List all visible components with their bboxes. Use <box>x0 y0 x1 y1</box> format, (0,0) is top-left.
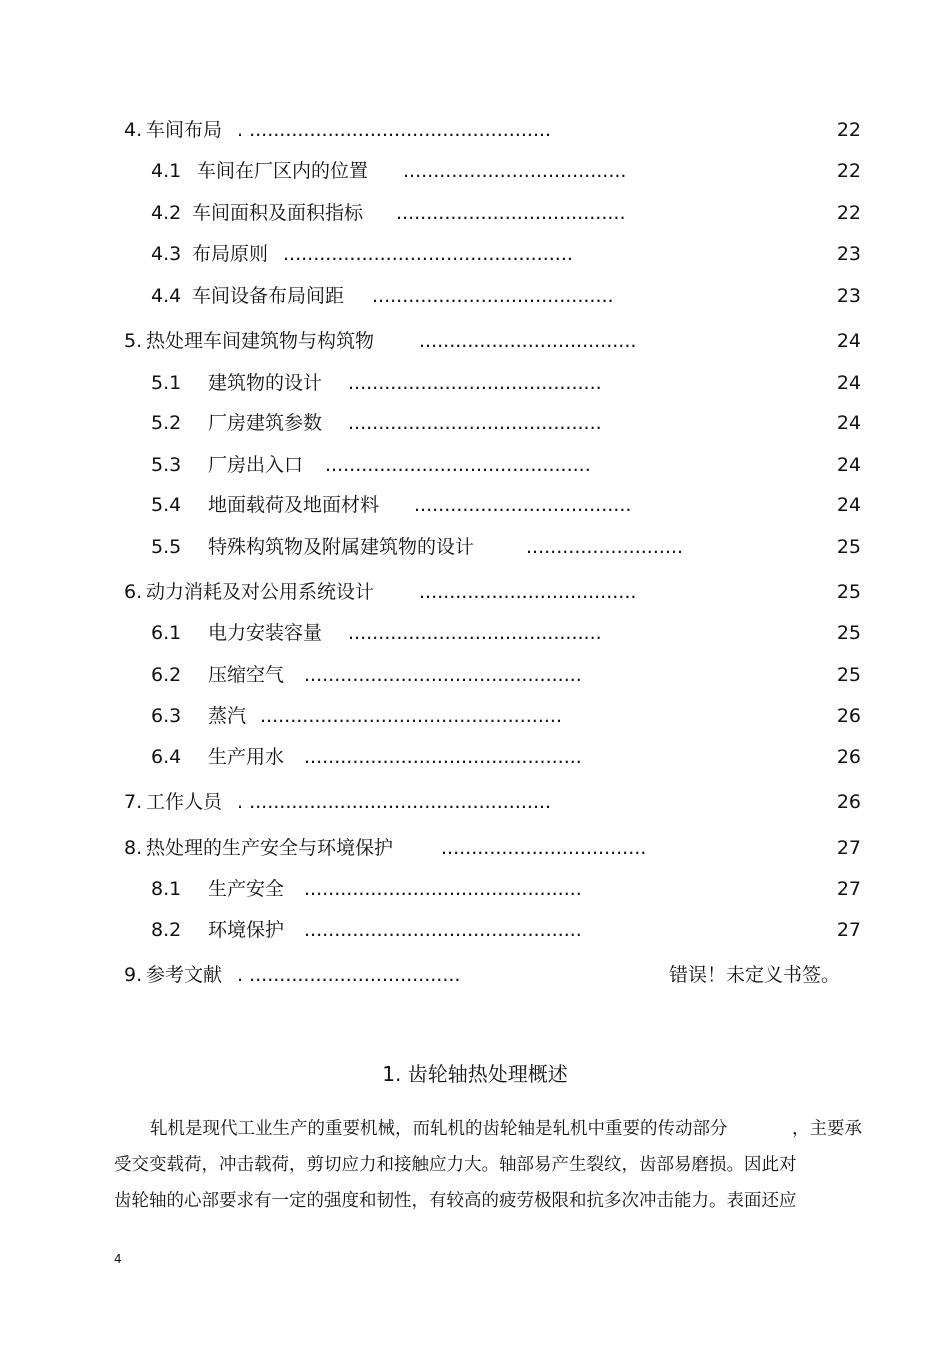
toc-entry-page: 25 <box>836 581 861 603</box>
toc-entry-leader: .................................................. <box>260 705 562 727</box>
toc-entry-number: 6.3 <box>151 705 182 727</box>
toc-entry-page: 22 <box>836 160 861 182</box>
toc-entry-label: 动力消耗及对公用系统设计 <box>146 581 375 603</box>
toc-entry-page: 23 <box>836 285 861 307</box>
toc-entry-page: 23 <box>836 243 861 265</box>
toc-entry-label: 车间面积及面积指标 <box>192 202 364 224</box>
toc-entry-page: 25 <box>836 664 861 686</box>
toc-entry[interactable] <box>0 915 950 945</box>
toc-entry-number: 6.4 <box>151 746 182 768</box>
toc-entry-label: 环境保护 <box>208 919 285 941</box>
toc-entry-page: 24 <box>836 494 861 516</box>
toc-entry-page: 22 <box>836 202 861 224</box>
toc-entry-leader: ............................................ <box>325 454 591 476</box>
paragraph-line: ，主要承 <box>792 1119 862 1139</box>
toc-entry-label: 生产用水 <box>208 746 285 768</box>
toc-entry[interactable] <box>0 281 950 311</box>
toc-entry-page: 25 <box>836 622 861 644</box>
paragraph-line: 轧机是现代工业生产的重要机械，而轧机的齿轮轴是轧机中重要的传动部分 <box>150 1119 728 1139</box>
toc-entry-number: 6.2 <box>151 664 182 686</box>
toc-entry[interactable] <box>0 577 950 607</box>
toc-entry-number: 4.3 <box>151 243 182 265</box>
toc-entry-leader: .................................. <box>441 837 647 859</box>
toc-entry-leader: .................................... <box>419 330 637 352</box>
toc-entry-leader: .............................................. <box>304 664 582 686</box>
toc-entry-page: 27 <box>836 919 861 941</box>
toc-entry-number: 5.2 <box>151 412 182 434</box>
toc-entry[interactable] <box>0 833 950 863</box>
toc-entry-label: 车间布局 <box>146 119 223 141</box>
toc-entry-label: 厂房建筑参数 <box>208 412 323 434</box>
toc-entry-leader: . .................................................. <box>237 791 552 813</box>
toc-entry-page: 24 <box>836 330 861 352</box>
toc-entry-page: 27 <box>836 878 861 900</box>
toc-entry-page: 22 <box>836 119 861 141</box>
toc-entry-label: 地面载荷及地面材料 <box>208 494 380 516</box>
toc-entry-number: 4. <box>124 119 143 141</box>
toc-entry-label: 热处理车间建筑物与构筑物 <box>146 330 375 352</box>
toc-entry[interactable] <box>0 239 950 269</box>
toc-entry-leader: ................................................ <box>283 243 573 265</box>
toc-entry-label: 压缩空气 <box>208 664 285 686</box>
toc-entry-label: 热处理的生产安全与环境保护 <box>146 837 394 859</box>
toc-entry[interactable] <box>0 450 950 480</box>
toc-entry-number: 4.1 <box>151 160 182 182</box>
toc-entry-leader: .......................................... <box>348 622 602 644</box>
toc-entry-leader: .......................................... <box>348 372 602 394</box>
toc-entry-label: 车间在厂区内的位置 <box>197 160 369 182</box>
toc-entry-number: 5.4 <box>151 494 182 516</box>
toc-entry[interactable] <box>0 787 950 817</box>
toc-entry[interactable] <box>0 115 950 145</box>
toc-entry-number: 4.4 <box>151 285 182 307</box>
toc-entry[interactable] <box>0 960 950 990</box>
toc-entry-page: 错误！未定义书签。 <box>668 964 840 986</box>
toc-entry[interactable] <box>0 490 950 520</box>
toc-entry-leader: .............................................. <box>304 746 582 768</box>
toc-entry-label: 厂房出入口 <box>208 454 304 476</box>
toc-entry-page: 26 <box>836 746 861 768</box>
toc-entry-page: 24 <box>836 412 861 434</box>
toc-entry[interactable] <box>0 368 950 398</box>
toc-entry-page: 24 <box>836 454 861 476</box>
toc-entry-leader: .................................... <box>414 494 632 516</box>
toc-entry-leader: ..................................... <box>403 160 627 182</box>
toc-entry-label: 蒸汽 <box>208 705 247 727</box>
toc-entry-label: 特殊构筑物及附属建筑物的设计 <box>208 536 475 558</box>
toc-entry-label: 车间设备布局间距 <box>192 285 345 307</box>
toc-entry-label: 电力安装容量 <box>208 622 323 644</box>
toc-entry-number: 7. <box>124 791 143 813</box>
toc-entry[interactable] <box>0 618 950 648</box>
toc-entry-number: 5. <box>124 330 143 352</box>
toc-entry[interactable] <box>0 156 950 186</box>
toc-entry-number: 8.1 <box>151 878 182 900</box>
toc-entry-label: 工作人员 <box>146 791 223 813</box>
paragraph-line: 受交变载荷，冲击载荷，剪切应力和接触应力大。轴部易产生裂纹，齿部易磨损。因此对 <box>114 1155 797 1175</box>
toc-entry-leader: .................................... <box>419 581 637 603</box>
toc-entry-number: 5.3 <box>151 454 182 476</box>
toc-entry[interactable] <box>0 742 950 772</box>
toc-entry-page: 24 <box>836 372 861 394</box>
toc-entry-leader: ...................................... <box>396 202 626 224</box>
toc-entry[interactable] <box>0 660 950 690</box>
toc-entry-label: 生产安全 <box>208 878 285 900</box>
toc-entry-number: 8. <box>124 837 143 859</box>
toc-entry[interactable] <box>0 408 950 438</box>
toc-entry-leader: ........................................ <box>372 285 614 307</box>
page-number: 4 <box>114 1252 122 1266</box>
paragraph-line: 齿轮轴的心部要求有一定的强度和韧性，有较高的疲劳极限和抗多次冲击能力。表面还应 <box>114 1191 797 1211</box>
toc-entry[interactable] <box>0 532 950 562</box>
toc-entry-page: 25 <box>836 536 861 558</box>
toc-entry[interactable] <box>0 701 950 731</box>
section-title: 1. 齿轮轴热处理概述 <box>382 1062 568 1086</box>
toc-entry-number: 8.2 <box>151 919 182 941</box>
toc-entry-number: 9. <box>124 964 143 986</box>
toc-entry-leader: .............................................. <box>304 878 582 900</box>
toc-entry-page: 26 <box>836 791 861 813</box>
toc-entry-number: 6. <box>124 581 143 603</box>
toc-entry[interactable] <box>0 198 950 228</box>
toc-entry-number: 4.2 <box>151 202 182 224</box>
toc-entry-leader: . ................................... <box>237 964 461 986</box>
toc-entry-number: 5.5 <box>151 536 182 558</box>
toc-entry-page: 27 <box>836 837 861 859</box>
toc-entry-leader: .............................................. <box>304 919 582 941</box>
toc-entry-leader: .......................... <box>526 536 684 558</box>
toc-entry[interactable] <box>0 326 950 356</box>
toc-entry-page: 26 <box>836 705 861 727</box>
toc-entry[interactable] <box>0 874 950 904</box>
toc-entry-label: 建筑物的设计 <box>208 372 323 394</box>
toc-entry-leader: .......................................... <box>348 412 602 434</box>
toc-entry-label: 布局原则 <box>192 243 269 265</box>
toc-entry-leader: . .................................................. <box>237 119 552 141</box>
toc-entry-number: 5.1 <box>151 372 182 394</box>
toc-entry-label: 参考文献 <box>146 964 223 986</box>
toc-entry-number: 6.1 <box>151 622 182 644</box>
